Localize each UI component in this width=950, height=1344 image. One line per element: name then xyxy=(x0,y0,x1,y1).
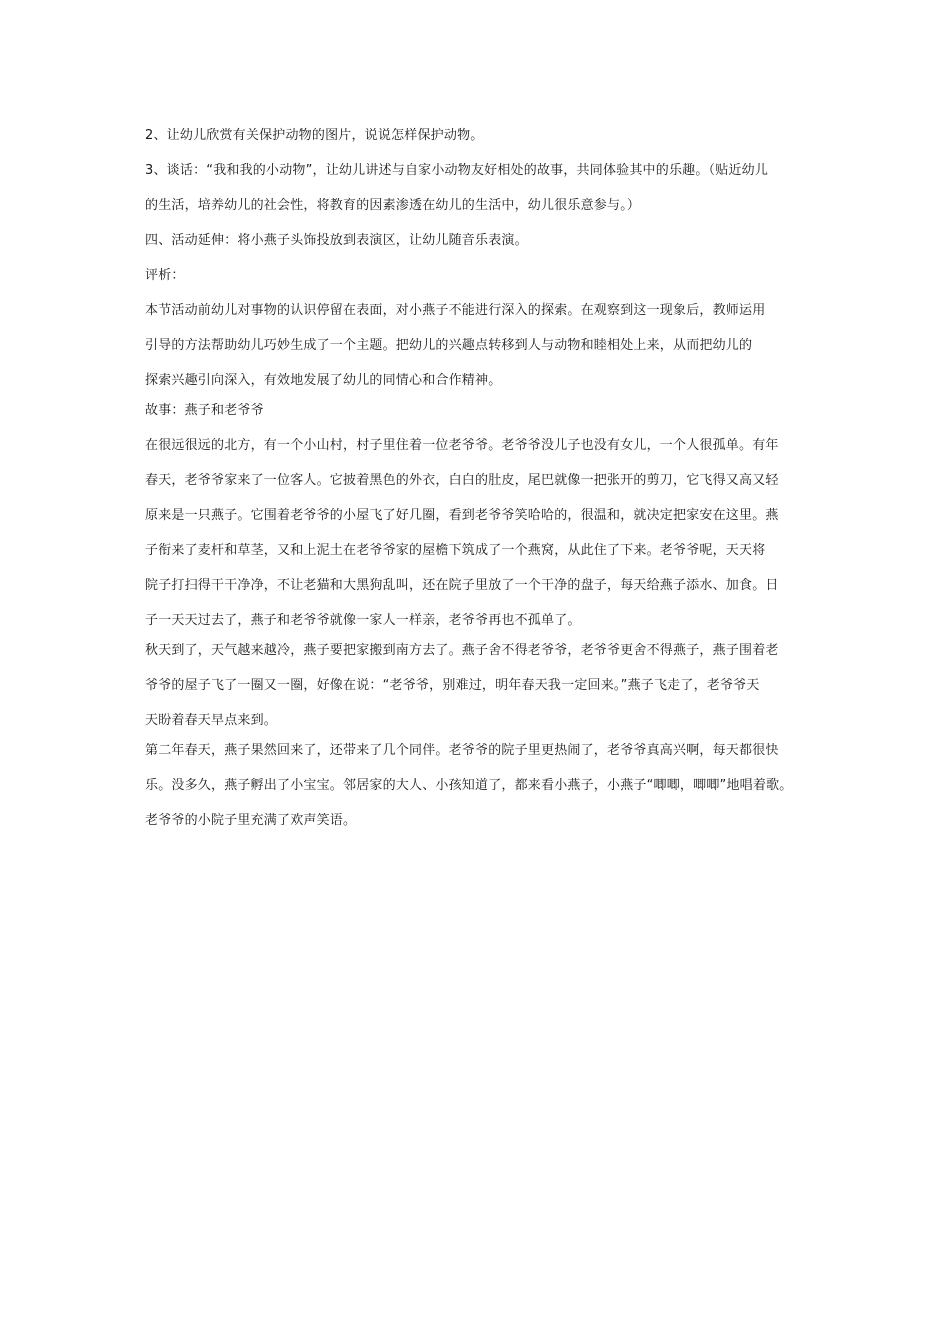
text-line-activity-step-3-cont: 的生活，培养幼儿的社会性，将教育的因素渗透在幼儿的生活中，幼儿很乐意参与。） xyxy=(145,198,641,213)
text-line-activity-step-2: 2、让幼儿欣赏有关保护动物的图片，说说怎样保护动物。 xyxy=(145,128,484,143)
text-line-story-p1-1: 在很远很远的北方，有一个小山村，村子里住着一位老爷爷。老爷爷没儿子也没有女儿，一个人很孤单。有年 xyxy=(145,438,779,453)
text-line-story-p1-5: 院子打扫得干干净净，不让老猫和大黑狗乱叫，还在院子里放了一个干净的盘子，每天给燕子添水、加食。日 xyxy=(145,578,779,593)
text-line-story-p2-2: 爷爷的屋子飞了一圈又一圈，好像在说：“老爷爷，别难过，明年春天我一定回来。”燕子飞走了，老爷爷天 xyxy=(145,678,760,693)
text-line-analysis-heading: 评析： xyxy=(145,268,185,283)
text-line-analysis-2: 引导的方法帮助幼儿巧妙生成了一个主题。把幼儿的兴趣点转移到人与动物和睦相处上来，从而把幼儿的 xyxy=(145,338,753,353)
text-line-story-title: 故事：燕子和老爷爷 xyxy=(145,403,264,418)
text-line-story-p3-1: 第二年春天，燕子果然回来了，还带来了几个同伴。老爷爷的院子里更热闹了，老爷爷真高兴啊，每天都很快 xyxy=(145,743,779,758)
text-line-story-p3-3: 老爷爷的小院子里充满了欢声笑语。 xyxy=(145,813,357,828)
text-line-story-p3-2: 乐。没多久，燕子孵出了小宝宝。邻居家的大人、小孩知道了，都来看小燕子，小燕子“唧唧，唧唧”地唱着歌。 xyxy=(145,778,793,793)
text-line-story-p1-3: 原来是一只燕子。它围着老爷爷的小屋飞了好几圈，看到老爷爷笑哈哈的，很温和，就决定把家安在这里。燕 xyxy=(145,508,779,523)
text-line-activity-extension: 四、活动延伸：将小燕子头饰投放到表演区，让幼儿随音乐表演。 xyxy=(145,233,528,248)
text-line-story-p1-2: 春天，老爷爷家来了一位客人。它披着黑色的外衣，白白的肚皮，尾巴就像一把张开的剪刀，它飞得又高又轻 xyxy=(145,473,779,488)
text-line-analysis-1: 本节活动前幼儿对事物的认识停留在表面，对小燕子不能进行深入的探索。在观察到这一现象后，教师运用 xyxy=(145,303,766,318)
text-line-story-p2-1: 秋天到了，天气越来越冷，燕子要把家搬到南方去了。燕子舍不得老爷爷，老爷爷更舍不得燕子，燕子围着老 xyxy=(145,643,779,658)
text-line-story-p2-3: 天盼着春天早点来到。 xyxy=(145,713,278,728)
text-line-story-p1-6: 子一天天过去了，燕子和老爷爷就像一家人一样亲，老爷爷再也不孤单了。 xyxy=(145,613,581,628)
text-line-analysis-3: 探索兴趣引向深入，有效地发展了幼儿的同情心和合作精神。 xyxy=(145,373,502,388)
text-line-activity-step-3: 3、谈话：“我和我的小动物”，让幼儿讲述与自家小动物友好相处的故事，共同体验其中的乐趣。（贴近幼儿 xyxy=(145,163,769,178)
text-line-story-p1-4: 子衔来了麦杆和草茎，又和上泥土在老爷爷家的屋檐下筑成了一个燕窝，从此住了下来。老爷爷呢，天天将 xyxy=(145,543,766,558)
